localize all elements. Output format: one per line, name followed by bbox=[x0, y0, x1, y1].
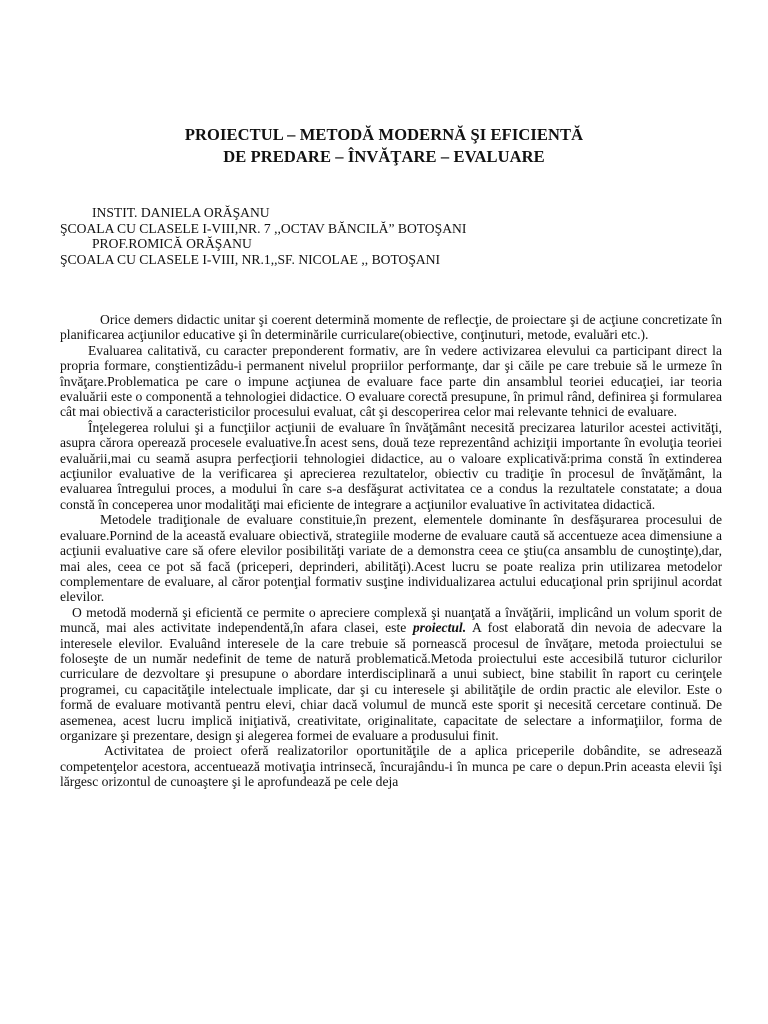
title-line-1: PROIECTUL – METODĂ MODERNĂ ŞI EFICIENTĂ bbox=[184, 125, 584, 144]
document-title bbox=[0, 124, 768, 168]
author-block bbox=[60, 205, 720, 267]
author-school-1: ŞCOALA CU CLASELE I-VIII,NR. 7 ,,OCTAV BĂNCILĂ” BOTOŞANI bbox=[60, 220, 467, 236]
author-name-2: PROF.ROMICĂ ORĂŞANU bbox=[92, 236, 252, 252]
title-line-2: DE PREDARE – ÎNVĂŢARE – EVALUARE bbox=[223, 147, 545, 166]
paragraph-5-text-b: A fost elaborată din nevoia de adecvare la interesele elevilor. Evaluând interesele de la care trebuie să pornească procesul de învăţare, metoda proiectului se foloseşte de un număr nedefinit de teme de natură problematică.Metoda proiectului este accesibilă tuturor ciclurilor curriculare de dezvoltare şi presupune o abordare interdisciplinară a unui subiect, bine stabilit în raport cu cerinţele programei, cu capacităţile intelectuale implicate, dar şi cu interesele şi abilităţile de ordin practic ale elevilor. Este o formă de evaluare motivantă pentru elevi, chiar dacă volumul de muncă este sporit şi necesită cercetare continuă. De asemenea, acest lucru implică iniţiativă, creativitate, originalitate, capacitate de selectare a informaţiilor, forma de organizare şi prezentare, design şi alegerea formei de evaluare a produsului finit. bbox=[60, 620, 722, 743]
paragraph-3: Înţelegerea rolului şi a funcţiilor acţiunii de evaluare în învăţământ necesită precizarea laturilor acestei activităţi, asupra cărora operează procesele evaluative.În acest sens, două teze reprezentând achiziţii importante în evoluţia teoriei evaluării,mai cu seamă asupra perfecţiorii tehnologiei didactice, au o valoare explicativă:prima constă în extinderea acţiunilor evaluative de la verificarea şi aprecierea rezultatelor, obiectiv cu tradiţie în procesul de învăţământ, la evaluarea întregului proces, a modului în care s-a desfăşurat activitatea ce a condus la rezultatele constatate; a doua constă în conceperea unor modalităţi mai eficiente de integrare a acţiunilor evaluative în activitatea didactică. bbox=[60, 419, 722, 512]
document-body bbox=[60, 312, 722, 790]
paragraph-5-text-a: O metodă modernă şi eficientă ce permite o apreciere complexă şi nuanţată a învăţării, implicând un volum sporit de muncă, mai ales activitate independentă,în afara clasei, este bbox=[60, 604, 722, 636]
paragraph-5-emphasis: proiectul. bbox=[412, 620, 467, 636]
paragraph-6: Activitatea de proiect oferă realizatorilor oportunităţile de a aplica priceperile dobândite, se adresează competenţelor acestora, accentuează motivaţia intrinsecă, încurajându-i în munca pe care o depun.Prin aceasta elevii îşi lărgesc orizontul de cunoaştere şi le aprofundează pe cele deja bbox=[60, 743, 722, 790]
paragraph-4: Metodele tradiţionale de evaluare constituie,în prezent, elementele dominante în desfăşurarea procesului de evaluare.Pornind de la această evaluare obiectivă, strategiile moderne de evaluare caută să accentueze acea dimensiune a acţiunii evaluative care să ofere elevilor posibilităţi variate de a demonstra ceea ce ştiu(ca ansamblu de cunoştinţe),dar, mai ales, ceea ce pot să facă (priceperi, deprinderi, abilităţi).Acest lucru se poate realiza prin utilizarea metodelor complementare de evaluare, al căror potenţial formativ susţine individualizarea actului educaţional prin sprijinul acordat elevilor. bbox=[60, 512, 722, 605]
paragraph-1: Orice demers didactic unitar şi coerent determină momente de reflecţie, de proiectare şi de acţiune concretizate în planificarea acţiunilor educative şi în determinările curriculare(obiective, conţinuturi, metode, evaluări etc.). bbox=[60, 312, 722, 343]
paragraph-5 bbox=[60, 605, 722, 744]
paragraph-2: Evaluarea calitativă, cu caracter preponderent formativ, are în vedere activizarea elevului ca participant direct la propria formare, conştientizâdu-i permanent nivelul propriilor performanţe, dar şi căile pe care trebuie să le urmeze în învăţare.Problematica pe care o impune acţiunea de evaluare face parte din ansamblul teoriei educaţiei, iar teoria evaluării este o componentă a tehnologiei didactice. O evaluare corectă presupune, în primul rând, definirea şi formularea cât mai obiectivă a caracteristicilor procesului evaluat, cât şi descoperirea celor mai relevante tehnici de evaluare. bbox=[60, 342, 722, 420]
author-name-1: INSTIT. DANIELA ORĂŞANU bbox=[92, 205, 270, 220]
author-school-2: ŞCOALA CU CLASELE I-VIII, NR.1,,SF. NICOLAE ,, BOTOŞANI bbox=[60, 251, 441, 267]
